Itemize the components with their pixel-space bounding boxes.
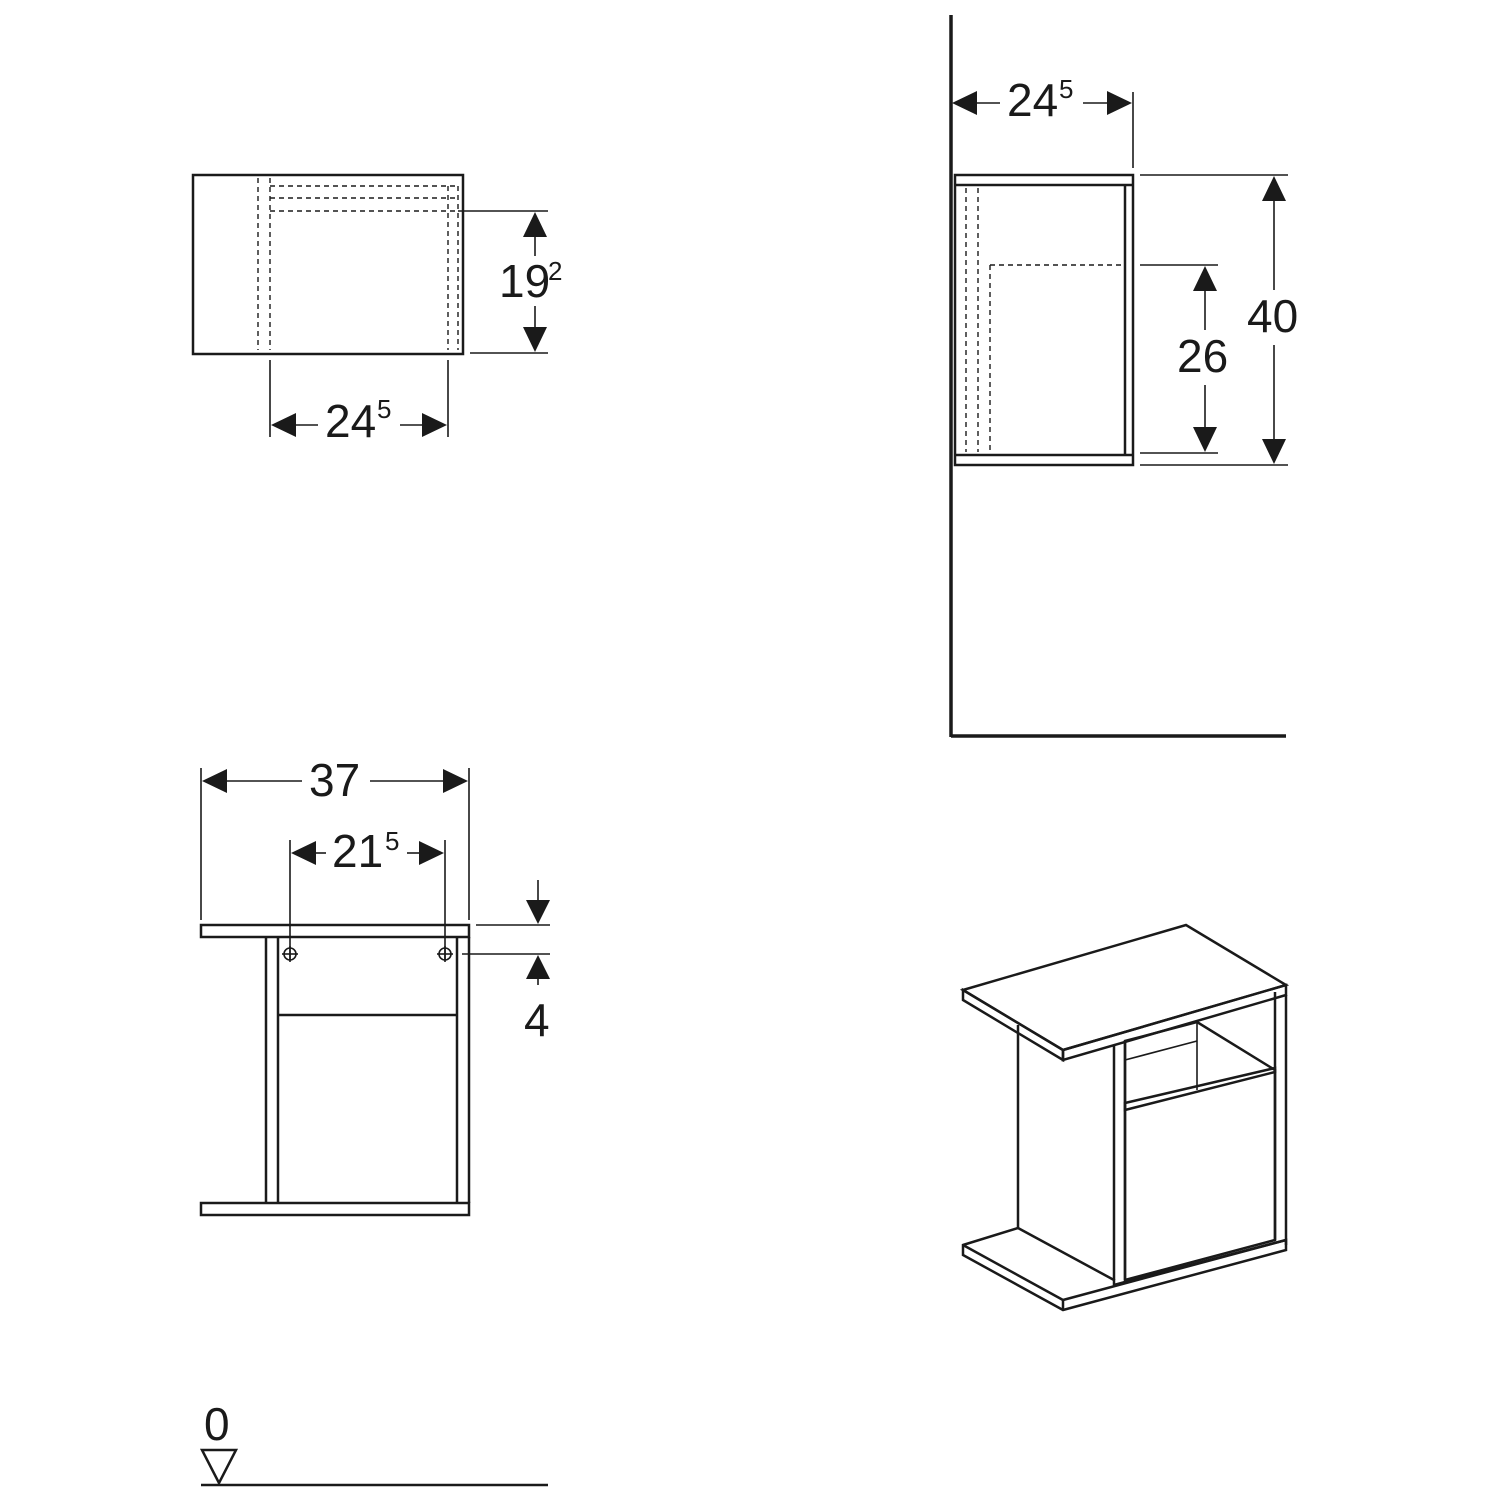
front-hole-spacing-superscript: 5	[385, 826, 400, 856]
side-total-height-dimension	[1140, 175, 1298, 465]
arrow-left-icon	[271, 413, 296, 437]
arrow-right-icon	[419, 841, 444, 865]
arrow-right-icon	[443, 769, 468, 793]
side-width-value: 24	[1007, 74, 1059, 126]
side-inner-height-value: 26	[1177, 330, 1229, 382]
top-view-outline	[193, 175, 463, 354]
side-width-dimension	[952, 74, 1133, 168]
top-width-dimension	[270, 360, 448, 447]
floor-level-marker	[201, 1398, 548, 1485]
isometric-view	[963, 925, 1286, 1310]
arrow-right-icon	[422, 413, 447, 437]
arrow-left-icon	[291, 841, 316, 865]
top-width-value: 24	[325, 395, 377, 447]
side-cabinet-outline	[955, 175, 1133, 465]
arrow-down-icon	[523, 327, 547, 352]
arrow-left-icon	[202, 769, 227, 793]
arrow-up-icon	[1193, 266, 1217, 291]
arrow-left-icon	[952, 91, 977, 115]
arrow-down-icon	[1262, 439, 1286, 464]
arrow-up-icon	[523, 212, 547, 237]
side-view	[951, 15, 1298, 737]
front-hole-spacing-dimension	[290, 825, 445, 960]
top-view	[193, 175, 562, 447]
side-width-superscript: 5	[1059, 74, 1074, 104]
top-depth-value: 19	[499, 255, 551, 307]
front-top-slab	[201, 925, 469, 937]
arrow-down-icon	[1193, 427, 1217, 452]
front-width-value: 37	[309, 754, 361, 806]
arrow-up-icon	[526, 955, 550, 979]
arrow-down-icon	[526, 900, 550, 924]
top-depth-superscript: 2	[548, 256, 563, 286]
floor-level-value: 0	[204, 1398, 230, 1450]
level-triangle-icon	[202, 1450, 236, 1483]
front-hole-spacing-value: 21	[332, 825, 384, 877]
arrow-right-icon	[1107, 91, 1132, 115]
front-view	[201, 754, 550, 1215]
front-bottom-slab	[201, 1203, 469, 1215]
side-total-height-value: 40	[1247, 290, 1299, 342]
side-inner-height-dimension	[1140, 265, 1228, 453]
top-depth-dimension	[458, 211, 562, 353]
front-offset-dimension	[462, 880, 550, 1046]
top-width-superscript: 5	[377, 394, 392, 424]
arrow-up-icon	[1262, 176, 1286, 201]
front-offset-value: 4	[524, 994, 550, 1046]
